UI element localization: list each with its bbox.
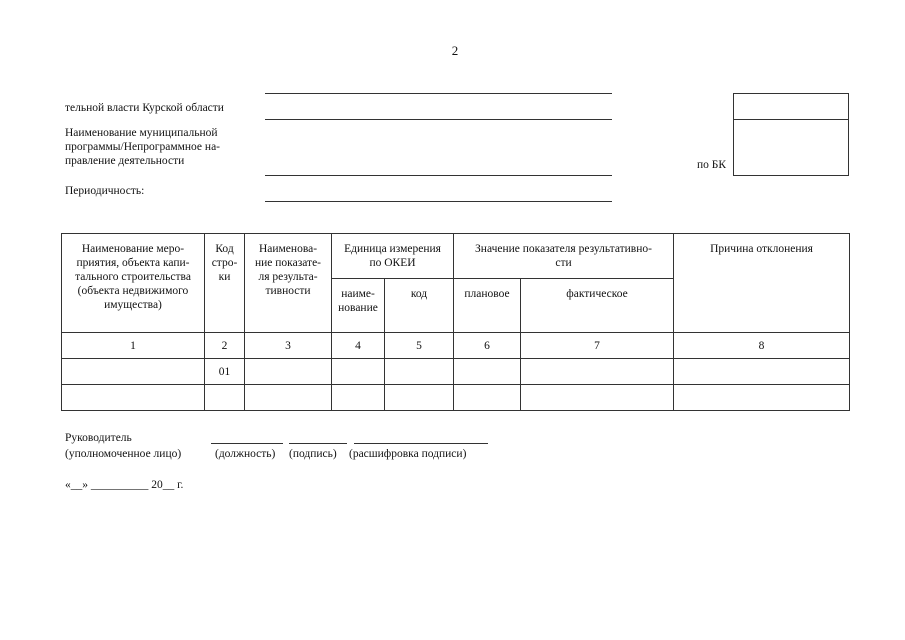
table-cell[interactable] bbox=[454, 359, 521, 385]
signature-label: (подпись) bbox=[289, 448, 337, 460]
table-cell[interactable] bbox=[62, 385, 205, 411]
table-row bbox=[62, 385, 850, 411]
table-cell[interactable] bbox=[332, 385, 385, 411]
header-col-name bbox=[62, 234, 205, 333]
table-cell[interactable] bbox=[674, 385, 850, 411]
header-line: Наименование меро- bbox=[81, 243, 185, 255]
authority-code-box bbox=[733, 93, 849, 120]
column-number: 1 bbox=[62, 333, 205, 359]
table-cell[interactable] bbox=[62, 359, 205, 385]
column-number-row bbox=[62, 333, 850, 359]
table-cell[interactable]: 01 bbox=[205, 359, 245, 385]
table-cell[interactable] bbox=[245, 359, 332, 385]
table-cell[interactable] bbox=[521, 359, 674, 385]
header-line: имущества) bbox=[104, 299, 162, 311]
periodicity-label: Периодичность: bbox=[65, 185, 145, 197]
program-label-line: Наименование муниципальной bbox=[65, 127, 218, 139]
table-cell[interactable] bbox=[332, 359, 385, 385]
authority-field-line bbox=[265, 119, 612, 120]
table-cell[interactable] bbox=[385, 385, 454, 411]
column-number: 6 bbox=[454, 333, 521, 359]
column-number: 4 bbox=[332, 333, 385, 359]
header-line: наиме- bbox=[341, 288, 375, 300]
signature-line bbox=[289, 443, 347, 444]
periodicity-field-line bbox=[265, 201, 612, 202]
header-line: тивности bbox=[265, 285, 311, 297]
table-cell[interactable] bbox=[674, 359, 850, 385]
position-line bbox=[211, 443, 283, 444]
header-line: ние показате- bbox=[254, 257, 322, 269]
table-cell[interactable] bbox=[385, 359, 454, 385]
header-line: Значение показателя результативно- bbox=[475, 243, 652, 255]
role-sublabel: (уполномоченное лицо) bbox=[65, 448, 182, 460]
header-line: приятия, объекта капи- bbox=[76, 257, 190, 269]
position-label: (должность) bbox=[215, 448, 276, 460]
header-col-actual: фактическое bbox=[521, 279, 674, 333]
table-cell[interactable] bbox=[521, 385, 674, 411]
decoding-label: (расшифровка подписи) bbox=[349, 448, 467, 460]
header-value-group bbox=[454, 234, 674, 279]
bk-label: по БК bbox=[697, 159, 727, 171]
column-number: 2 bbox=[205, 333, 245, 359]
program-label-line: программы/Непрограммное на- bbox=[65, 141, 221, 153]
header-line: Единица измерения bbox=[344, 243, 441, 255]
header-line: нование bbox=[338, 302, 378, 314]
program-label bbox=[65, 126, 265, 168]
table-cell[interactable] bbox=[454, 385, 521, 411]
header-col-code bbox=[205, 234, 245, 333]
header-col-unit-name bbox=[332, 279, 385, 333]
header-unit-group bbox=[332, 234, 454, 279]
table-cell[interactable] bbox=[205, 385, 245, 411]
header-col-reason: Причина отклонения bbox=[674, 234, 850, 333]
program-label-line: правление деятельности bbox=[65, 155, 185, 167]
decoding-line bbox=[354, 443, 488, 444]
header-row-1 bbox=[62, 234, 850, 279]
program-field-line bbox=[265, 175, 612, 176]
header-line: по ОКЕИ bbox=[369, 257, 416, 269]
column-number: 5 bbox=[385, 333, 454, 359]
page-number: 2 bbox=[451, 43, 459, 58]
column-number: 7 bbox=[521, 333, 674, 359]
header-line: ля результа- bbox=[258, 271, 318, 283]
authority-label: тельной власти Курской области bbox=[65, 102, 224, 114]
header-col-unit-code: код bbox=[385, 279, 454, 333]
header-line: сти bbox=[555, 257, 572, 269]
header-line: Код bbox=[215, 243, 234, 255]
header-line: ки bbox=[218, 271, 231, 283]
role-label: Руководитель bbox=[65, 432, 132, 444]
header-line: Наименова- bbox=[258, 243, 318, 255]
column-number: 3 bbox=[245, 333, 332, 359]
bk-code-box bbox=[733, 119, 849, 176]
header-col-indicator bbox=[245, 234, 332, 333]
report-table bbox=[61, 233, 850, 411]
authority-field-line-top bbox=[265, 93, 612, 94]
header-line: (объекта недвижимого bbox=[77, 285, 189, 297]
header-line: тального строительства bbox=[75, 271, 191, 283]
table-cell[interactable] bbox=[245, 385, 332, 411]
header-col-planned: плановое bbox=[454, 279, 521, 333]
date-line: «__» __________ 20__ г. bbox=[65, 479, 184, 491]
column-number: 8 bbox=[674, 333, 850, 359]
header-line: стро- bbox=[211, 257, 238, 269]
table-row bbox=[62, 359, 850, 385]
